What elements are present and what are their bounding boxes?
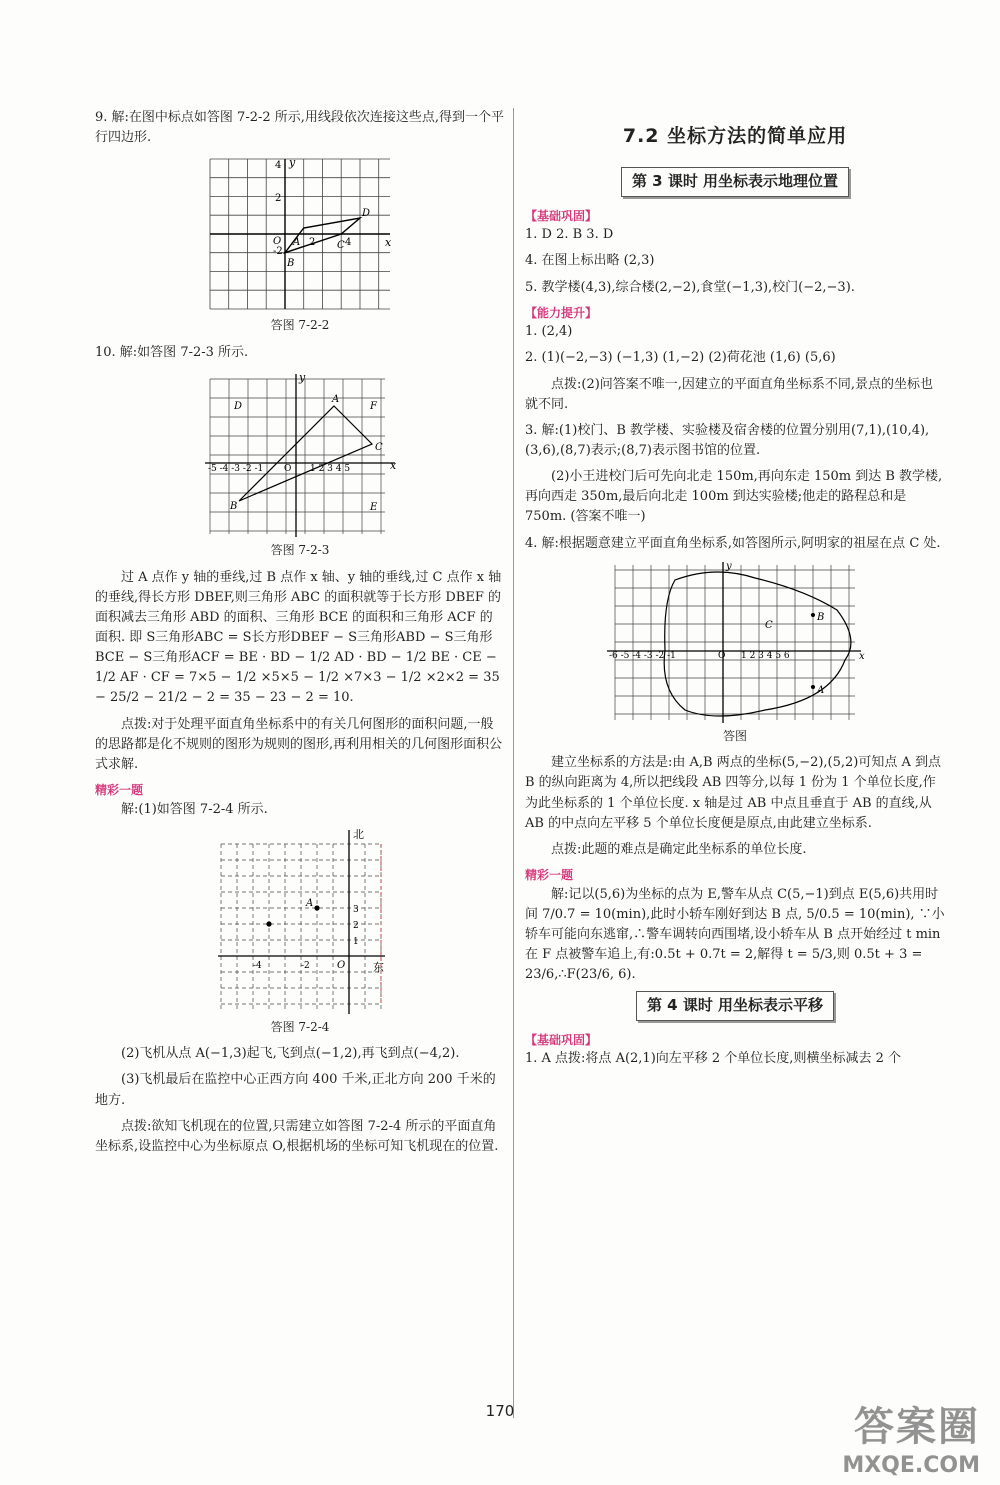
svg-text:y: y: [299, 371, 306, 385]
figure-7-2-2: [205, 154, 395, 314]
svg-text:A: A: [817, 684, 825, 696]
b1-text: 1. (2,4): [525, 324, 573, 340]
svg-text:O: O: [718, 650, 726, 661]
point-b: [811, 613, 815, 617]
svg-text:y: y: [726, 560, 732, 572]
x-label: x: [385, 236, 392, 250]
column-divider: [513, 108, 514, 1418]
jingcai-label-left: 精彩一题: [95, 783, 144, 798]
jichu-label: 【基础巩固】: [525, 208, 598, 223]
jc-right-text: 解:记以(5,6)为坐标的点为 E,警车从点 C(5,−1)到点 E(5,6)共用时间 7/0.7 = 10(min),此时小轿车刚好到达 B 点, 5/0.5 = 10(min), ∵小轿车可能向东逃窜,∴警车调转向西围堵,设小轿车从 B 点开始经过 t min 在 F 点被警车追上,有:0.5t + 0.7t = 2,解得 t = 5/3,则 0.5t + 3 = 23/6,∴F(23/6, 6).: [525, 886, 945, 983]
b4-explain: 建立坐标系的方法是:由 A,B 两点的坐标(5,−2),(5,2)可知点 A 到点 B 的纵向距离为 4,所以把线段 AB 四等分,以每 1 份为 1 个单位长度,作为此坐标系的 1 个单位长度. x 轴是过 AB 中点且垂直于 AB 的直线,从 AB 的中点向左平移 5 个单位长度便是原点,由此建立坐标系.: [525, 755, 942, 831]
north-label: 北: [352, 827, 364, 841]
fig3-caption: 答图 7-2-4: [270, 1019, 330, 1034]
a1-text: 1. D 2. B 3. D: [525, 227, 614, 243]
watermark-line1: 答案圈: [854, 1404, 980, 1450]
svg-text:-2: -2: [273, 246, 283, 258]
svg-text:A: A: [305, 897, 313, 909]
svg-text:C: C: [375, 442, 383, 454]
b3b-text: (2)小王进校门后可先向北走 150m,再向东走 150m 到达 B 教学楼,再向西走 350m,最后向北走 100m 到达实验楼;他走的路程总和是 750m. (答案不唯一): [525, 469, 943, 525]
svg-text:2: 2: [352, 920, 359, 931]
jc2-text: (2)飞机从点 A(−1,3)起飞,飞到点(−1,2),再飞到点(−4,2).: [121, 1046, 460, 1062]
svg-text:A: A: [293, 237, 301, 249]
grid-answer: [615, 565, 855, 720]
watermark-logo: [842, 1405, 980, 1483]
svg-text:-2: -2: [300, 960, 310, 971]
svg-text:F: F: [370, 401, 377, 413]
svg-text:x: x: [859, 650, 865, 662]
svg-text:-4: -4: [252, 960, 262, 971]
b4-tip: 点拨:此题的难点是确定此坐标系的单位长度.: [551, 841, 807, 857]
svg-text:4: 4: [275, 160, 282, 172]
svg-text:2: 2: [275, 193, 282, 205]
svg-text:3: 3: [352, 904, 359, 915]
q10-tip: 点拨:对于处理平面直角坐标系中的有关几何图形的面积问题,一般的思路都是化不规则的图形为规则的图形,再利用相关的几何图形面积公式求解.: [95, 716, 503, 772]
svg-text:1 2 3 4 5: 1 2 3 4 5: [310, 464, 351, 475]
figure-answer: [605, 560, 865, 725]
svg-text:E: E: [370, 502, 378, 514]
fig1-caption: 答图 7-2-2: [270, 318, 330, 333]
lesson4-title: 第 4 课时 用坐标表示平移: [636, 991, 834, 1020]
svg-text:1: 1: [352, 936, 359, 947]
svg-text:O: O: [273, 236, 282, 248]
q10-explain: 过 A 点作 y 轴的垂线,过 B 点作 x 轴、y 轴的垂线,过 C 点作 x 轴的垂线,得长方形 DBEF,则三角形 ABC 的面积就等于长方形 DBEF 的面积减去三角形 ABD 的面积、三角形 BCE 的面积和三角形 ACF 的面积. 即 S三角形ABC = S长方形DBEF − S三角形ABD − S三角形BCE − S三角形ACF = BE · BD − 1/2 AD · BD − 1/2 BE · CE − 1/2 AF · CF = 7×5 − 1/2 ×5×5 − 1/2 ×7×3 − 1/2 ×2×2 = 35 − 25/2 − 21/2 − 2 = 35 − 23 − 2 = 10.: [95, 569, 502, 706]
lesson3-title: 第 3 课时 用坐标表示地理位置: [621, 167, 849, 196]
b2-tip: 点拨:(2)问答案不唯一,因建立的平面直角坐标系不同,景点的坐标也就不同.: [525, 376, 934, 412]
jc-tip-left: 点拨:欲知飞机现在的位置,只需建立如答图 7-2-4 所示的平面直角坐标系,设监控中心为坐标原点 O,根据机场的坐标可知飞机现在的位置.: [95, 1118, 499, 1154]
svg-text:C: C: [337, 240, 345, 252]
svg-text:B: B: [817, 611, 825, 623]
svg-text:O: O: [336, 959, 345, 971]
svg-text:B: B: [230, 501, 238, 513]
point-plane: [266, 921, 271, 926]
b2-text: 2. (1)(−2,−3) (−1,3) (1,−2) (2)荷花池 (1,6) (5,6): [525, 350, 836, 366]
a4-text: 4. 在图上标出略 (2,3): [525, 253, 655, 269]
c1-text: 1. A 点拨:将点 A(2,1)向左平移 2 个单位长度,则横坐标减去 2 个: [525, 1051, 901, 1067]
section-title: 7.2 坐标方法的简单应用: [622, 125, 848, 147]
svg-text:-6 -5 -4 -3 -2 -1: -6 -5 -4 -3 -2 -1: [609, 650, 676, 661]
svg-text:2: 2: [309, 237, 316, 249]
svg-text:O: O: [284, 464, 292, 475]
q9-text: 9. 解:在图中标点如答图 7-2-2 所示,用线段依次连接这些点,得到一个平行四边形.: [95, 110, 505, 146]
triangle-abc: [239, 406, 372, 501]
figure-7-2-3: [200, 369, 400, 539]
svg-text:A: A: [332, 394, 340, 406]
svg-text:1 2 3 4 5 6: 1 2 3 4 5 6: [741, 650, 790, 661]
figure-7-2-4: [213, 826, 388, 1016]
svg-text:D: D: [362, 208, 371, 220]
nengli-label: 【能力提升】: [525, 305, 598, 320]
point-a: [314, 905, 319, 910]
svg-text:C: C: [765, 619, 773, 631]
watermark-line2: MXQE.COM: [842, 1453, 980, 1478]
a5-text: 5. 教学楼(4,3),综合楼(2,−2),食堂(−1,3),校门(−2,−3).: [525, 279, 855, 295]
jc3-text: (3)飞机最后在监控中心正西方向 400 千米,正北方向 200 千米的地方.: [95, 1072, 496, 1108]
jichu2-label: 【基础巩固】: [525, 1032, 598, 1047]
b3a-text: 3. 解:(1)校门、B 教学楼、实验楼及宿舍楼的位置分别用(7,1),(10,4),(3,6),(8,7)表示;(8,7)表示图书馆的位置.: [525, 422, 930, 458]
fig4-caption: 答图: [722, 728, 747, 743]
q10-text: 10. 解:如答图 7-2-3 所示.: [95, 344, 249, 360]
svg-text:B: B: [287, 258, 295, 270]
svg-text:-5 -4 -3 -2 -1: -5 -4 -3 -2 -1: [208, 464, 264, 475]
page-number: 170: [485, 1402, 515, 1420]
fig2-caption: 答图 7-2-3: [270, 543, 330, 558]
svg-text:x: x: [390, 459, 397, 473]
east-label: 东: [372, 960, 384, 974]
point-a: [811, 685, 815, 689]
left-column: [95, 108, 505, 1163]
svg-text:4: 4: [345, 237, 352, 249]
jc1-text: 解:(1)如答图 7-2-4 所示.: [121, 801, 268, 817]
jingcai-label-right: 精彩一题: [525, 868, 574, 882]
svg-text:D: D: [234, 401, 243, 413]
b4-text: 4. 解:根据题意建立平面直角坐标系,如答图所示,阿明家的祖屋在点 C 处.: [525, 535, 941, 551]
right-column: [525, 108, 945, 1075]
y-label: y: [289, 156, 296, 170]
